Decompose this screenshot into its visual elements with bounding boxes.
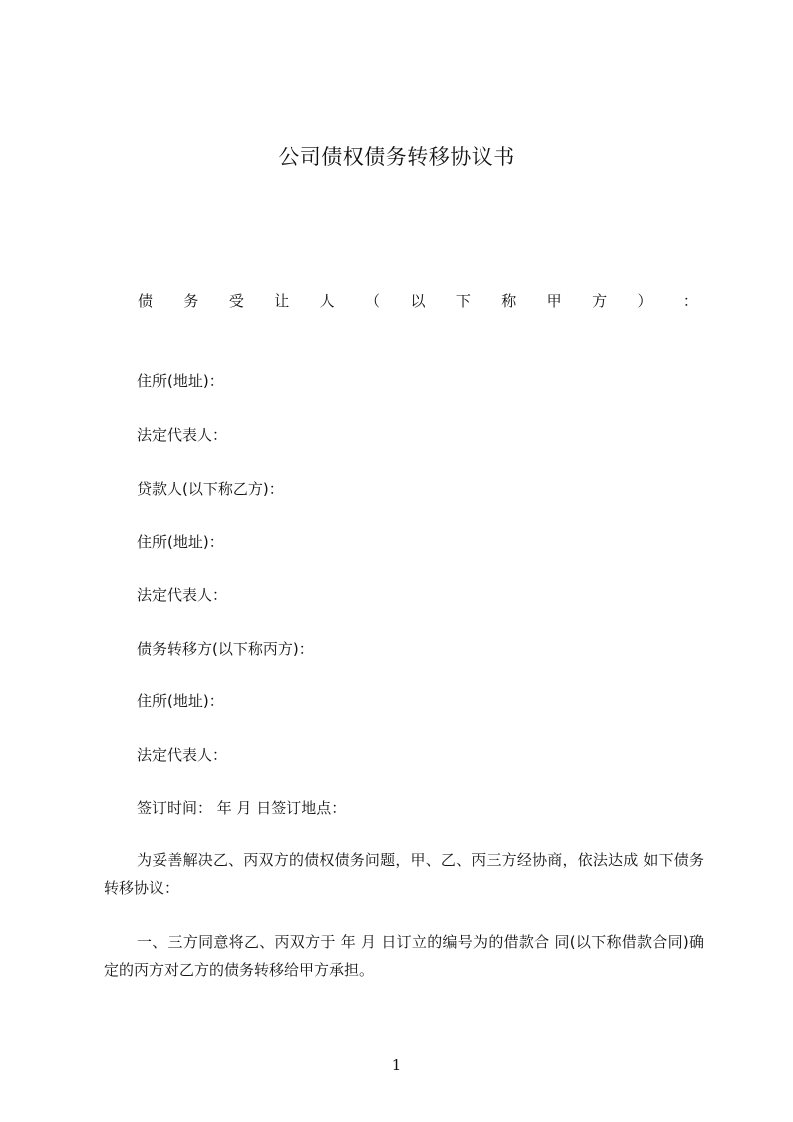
party-b-representative-label: 法定代表人：	[137, 586, 228, 604]
party-c-representative-label: 法定代表人：	[137, 746, 228, 764]
party-c-address-label: 住所(地址)：	[137, 692, 224, 710]
heading-char: 让	[274, 292, 290, 310]
preamble-paragraph: 为妥善解决乙、丙双方的债权债务问题，甲、乙、丙三方经协商，依法达成 如下债务转移协议：	[104, 851, 704, 897]
page-number: 1	[391, 1056, 402, 1074]
party-a-address-label: 住所(地址)：	[137, 372, 224, 390]
heading-char: ：	[682, 292, 698, 310]
heading-char: 人	[319, 292, 335, 310]
debt-transferee-heading	[138, 290, 698, 312]
clause-one-paragraph: 一、三方同意将乙、丙双方于 年 月 日订立的编号为的借款合 同(以下称借款合同)确定的丙方对乙方的债务转移给甲方承担。	[104, 933, 704, 979]
heading-char: ）	[637, 292, 653, 310]
heading-char: 称	[501, 292, 517, 310]
heading-char: 债	[138, 292, 154, 310]
party-a-representative-label: 法定代表人：	[137, 426, 228, 444]
debt-transferor-label: 债务转移方(以下称丙方)：	[137, 640, 314, 658]
heading-char: 以	[410, 292, 426, 310]
signing-info-label: 签订时间： 年 月 日签订地点：	[137, 799, 347, 817]
lender-label: 贷款人(以下称乙方)：	[137, 480, 284, 498]
heading-char: 受	[228, 292, 244, 310]
party-b-address-label: 住所(地址)：	[137, 533, 224, 551]
heading-char: 甲	[546, 292, 562, 310]
heading-char: 方	[592, 292, 608, 310]
heading-char: （	[365, 292, 381, 310]
document-title: 公司债权债务转移协议书	[278, 145, 515, 169]
heading-char: 下	[455, 292, 471, 310]
heading-char: 务	[183, 292, 199, 310]
